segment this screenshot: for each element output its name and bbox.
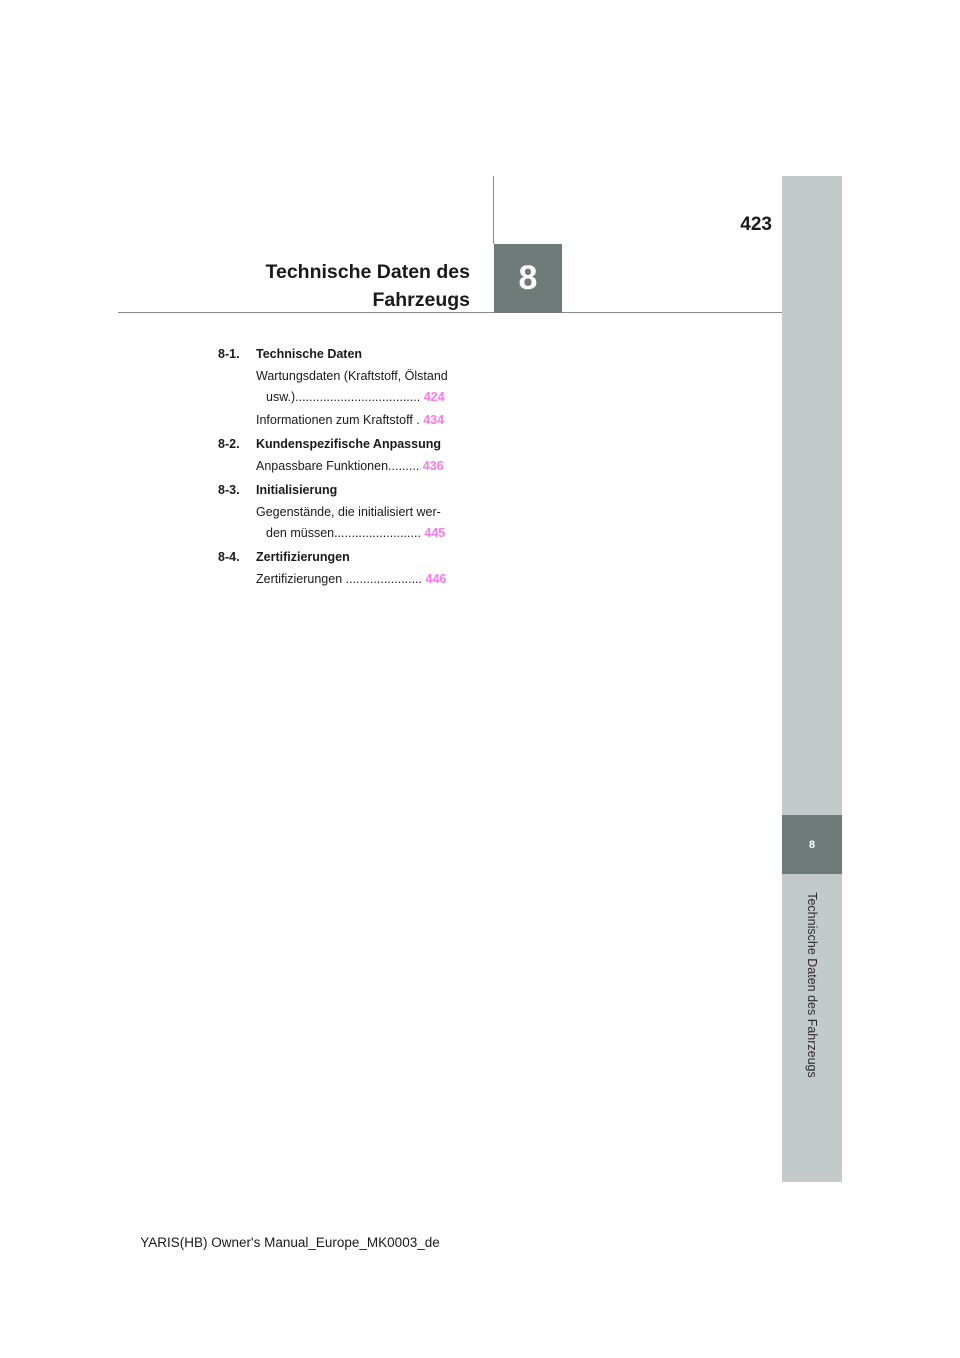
entry-text-line1: Wartungsdaten (Kraftstoff, Ölstand [256, 369, 448, 383]
toc-entry-zertifizierungen[interactable] [218, 569, 468, 590]
section-title: Kundenspezifische Anpassung [256, 437, 441, 451]
entry-text-line1: Gegenstände, die initialisiert wer- [256, 505, 441, 519]
section-title: Zertifizierungen [256, 550, 350, 564]
side-tab-chapter-number[interactable]: 8 [782, 815, 842, 874]
entry-text-line1: Zertifizierungen ...................... [256, 572, 423, 586]
header-vertical-rule [493, 176, 494, 244]
toc-section-8-2[interactable] [218, 433, 468, 456]
side-tab-label-text: Technische Daten des Fahrzeugs [805, 892, 819, 1078]
table-of-contents [218, 343, 468, 592]
chapter-number-box: 8 [494, 244, 562, 313]
page-number: 423 [740, 214, 772, 235]
section-title: Initialisierung [256, 483, 338, 497]
page-link[interactable]: 445 [424, 526, 446, 540]
chapter-title [266, 258, 470, 314]
footer-document-id: YARIS(HB) Owner's Manual_Europe_MK0003_de [140, 1235, 440, 1250]
chapter-title-line1: Technische Daten des [265, 261, 470, 283]
section-number: 8-2. [218, 437, 240, 451]
toc-section-8-4[interactable] [218, 546, 468, 569]
page-link[interactable]: 446 [425, 572, 447, 586]
page-link[interactable]: 436 [422, 459, 444, 473]
entry-text-line1: Informationen zum Kraftstoff . [256, 413, 420, 427]
chapter-title-line2: Fahrzeugs [372, 289, 470, 311]
toc-entry-anpassbare-funktionen[interactable] [218, 456, 468, 477]
section-number: 8-3. [218, 483, 240, 497]
toc-section-8-1[interactable] [218, 343, 468, 366]
section-number: 8-4. [218, 550, 240, 564]
entry-text-line2: usw.).................................... [266, 390, 421, 404]
section-title: Technische Daten [256, 347, 363, 361]
section-number: 8-1. [218, 347, 240, 361]
toc-section-8-3[interactable] [218, 479, 468, 502]
toc-entry-wartungsdaten[interactable] [218, 366, 468, 408]
entry-text-line1: Anpassbare Funktionen......... [256, 459, 420, 473]
entry-text-line2: den müssen......................... [266, 526, 421, 540]
page-link[interactable]: 434 [423, 413, 445, 427]
toc-entry-kraftstoff[interactable] [218, 410, 468, 431]
toc-entry-gegenstaende[interactable] [218, 502, 468, 544]
page-link[interactable]: 424 [423, 390, 445, 404]
